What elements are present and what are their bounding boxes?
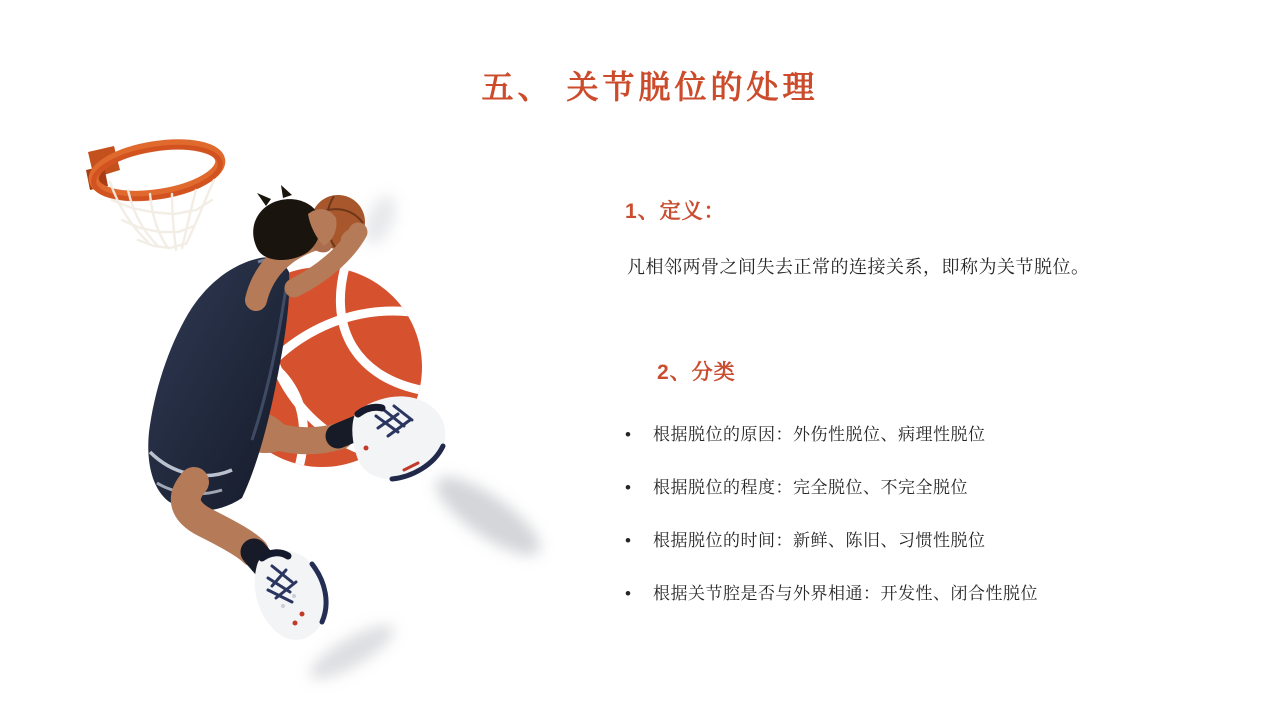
bullet-text: 根据关节腔是否与外界相通：开发性、闭合性脱位	[653, 584, 1038, 603]
bullet-icon: •	[625, 531, 632, 550]
section-1-definition-text: 凡相邻两骨之间失去正常的连接关系，即称为关节脱位。	[627, 257, 1090, 277]
basketball-hoop-icon	[86, 136, 224, 250]
bullet-icon: •	[625, 478, 632, 497]
bullet-text: 根据脱位的程度：完全脱位、不完全脱位	[653, 478, 968, 497]
classification-bullet-list	[625, 424, 1185, 636]
bullet-item-degree	[625, 477, 1185, 498]
bullet-text: 根据脱位的原因：外伤性脱位、病理性脱位	[653, 425, 986, 444]
bullet-item-cavity	[625, 583, 1185, 604]
bullet-item-cause	[625, 424, 1185, 445]
bullet-icon: •	[625, 584, 632, 603]
bullet-item-time	[625, 530, 1185, 551]
right-sneaker	[352, 396, 445, 479]
basketball-illustration	[0, 0, 560, 720]
bullet-icon: •	[625, 425, 632, 444]
slide-title: 五、 关节脱位的处理	[481, 69, 819, 105]
section-1-heading: 1、定义：	[625, 200, 726, 223]
bullet-text: 根据脱位的时间：新鲜、陈旧、习惯性脱位	[653, 531, 986, 550]
section-2-heading: 2、分类	[657, 361, 736, 384]
left-sneaker	[255, 550, 326, 639]
